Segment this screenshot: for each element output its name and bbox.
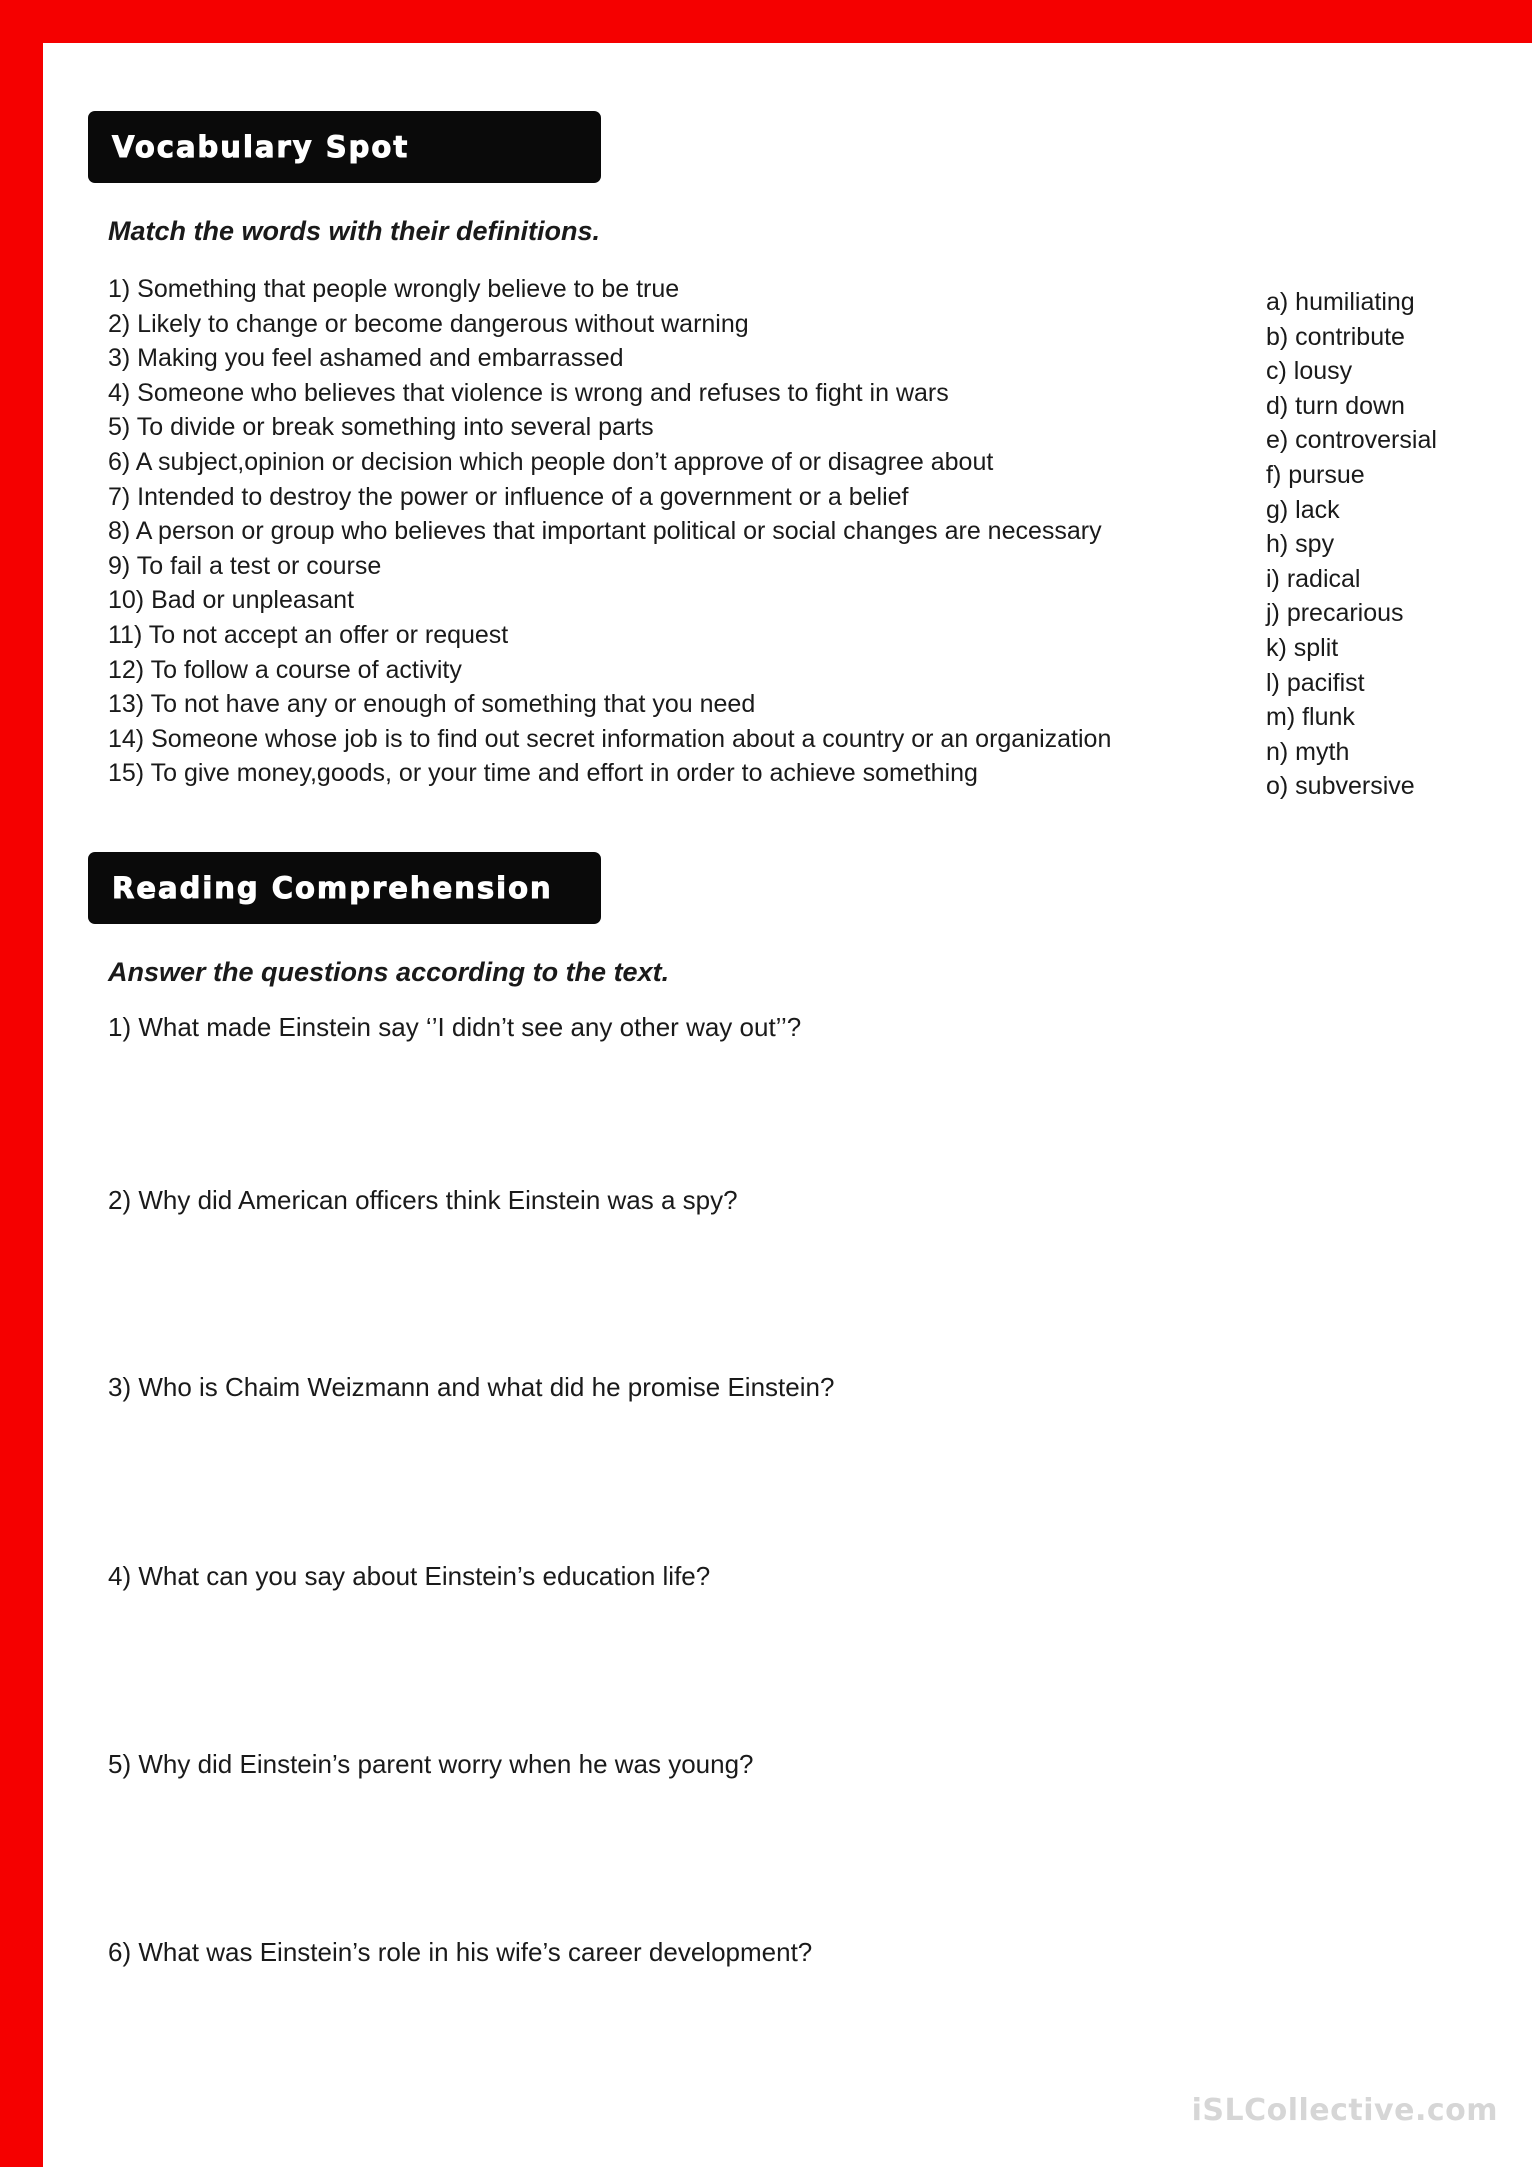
vocabulary-heading-badge	[88, 111, 601, 183]
definition-item: 15) To give money,goods, or your time and effort in order to achieve something	[108, 759, 978, 788]
reading-heading-badge	[88, 852, 601, 924]
definition-item: 9) To fail a test or course	[108, 551, 382, 580]
definition-item: 11) To not accept an offer or request	[108, 620, 509, 649]
definition-item: 5) To divide or break something into several parts	[108, 413, 654, 442]
definition-item: 14) Someone whose job is to find out secret information about a country or an organization	[108, 724, 1112, 753]
word-item: j) precarious	[1266, 599, 1404, 628]
word-item: e) controversial	[1266, 426, 1437, 455]
definition-list	[108, 272, 1111, 791]
word-item: b) contribute	[1266, 322, 1405, 351]
word-list	[1266, 285, 1437, 804]
definition-item: 1) Something that people wrongly believe to be true	[108, 275, 680, 303]
word-item: o) subversive	[1266, 772, 1415, 801]
vocabulary-heading: Vocabulary Spot	[112, 130, 410, 164]
definition-item: 2) Likely to change or become dangerous without warning	[108, 309, 749, 338]
definition-item: 12) To follow a course of activity	[108, 655, 462, 684]
definition-item: 6) A subject,opinion or decision which people don’t approve of or disagree about	[108, 447, 994, 476]
definition-item: 7) Intended to destroy the power or influence of a government or a belief	[108, 482, 909, 511]
question-item: 5) Why did Einstein’s parent worry when he was young?	[108, 1749, 754, 1779]
question-item: 2) Why did American officers think Einstein was a spy?	[108, 1185, 738, 1215]
word-item: f) pursue	[1266, 460, 1365, 489]
word-item: d) turn down	[1266, 391, 1405, 420]
word-item: n) myth	[1266, 737, 1350, 766]
red-frame-top	[0, 0, 1532, 43]
word-item: m) flunk	[1266, 703, 1355, 732]
reading-instruction: Answer the questions according to the text.	[108, 957, 670, 987]
watermark: iSLCollective.com	[1191, 2093, 1498, 2128]
definition-item: 4) Someone who believes that violence is wrong and refuses to fight in wars	[108, 378, 949, 407]
red-frame-left	[0, 0, 43, 2167]
word-item: k) split	[1266, 633, 1339, 662]
question-item: 4) What can you say about Einstein’s education life?	[108, 1561, 711, 1591]
word-item: c) lousy	[1266, 357, 1353, 386]
word-item: h) spy	[1266, 530, 1335, 559]
word-item: i) radical	[1266, 564, 1361, 593]
word-item: l) pacifist	[1266, 668, 1365, 697]
definition-item: 10) Bad or unpleasant	[108, 586, 355, 615]
question-item: 3) Who is Chaim Weizmann and what did he promise Einstein?	[108, 1372, 835, 1402]
word-item: a) humiliating	[1266, 288, 1415, 316]
definition-item: 13) To not have any or enough of something that you need	[108, 690, 756, 719]
definition-item: 8) A person or group who believes that important political or social changes are necessary	[108, 517, 1102, 546]
question-item: 1) What made Einstein say ‘’I didn’t see any other way out’’?	[108, 1012, 802, 1042]
reading-heading: Reading Comprehension	[112, 871, 553, 905]
definition-item: 3) Making you feel ashamed and embarrassed	[108, 344, 624, 373]
vocabulary-instruction: Match the words with their definitions.	[108, 216, 601, 246]
word-item: g) lack	[1266, 495, 1340, 524]
question-item: 6) What was Einstein’s role in his wife’s career development?	[108, 1937, 813, 1967]
